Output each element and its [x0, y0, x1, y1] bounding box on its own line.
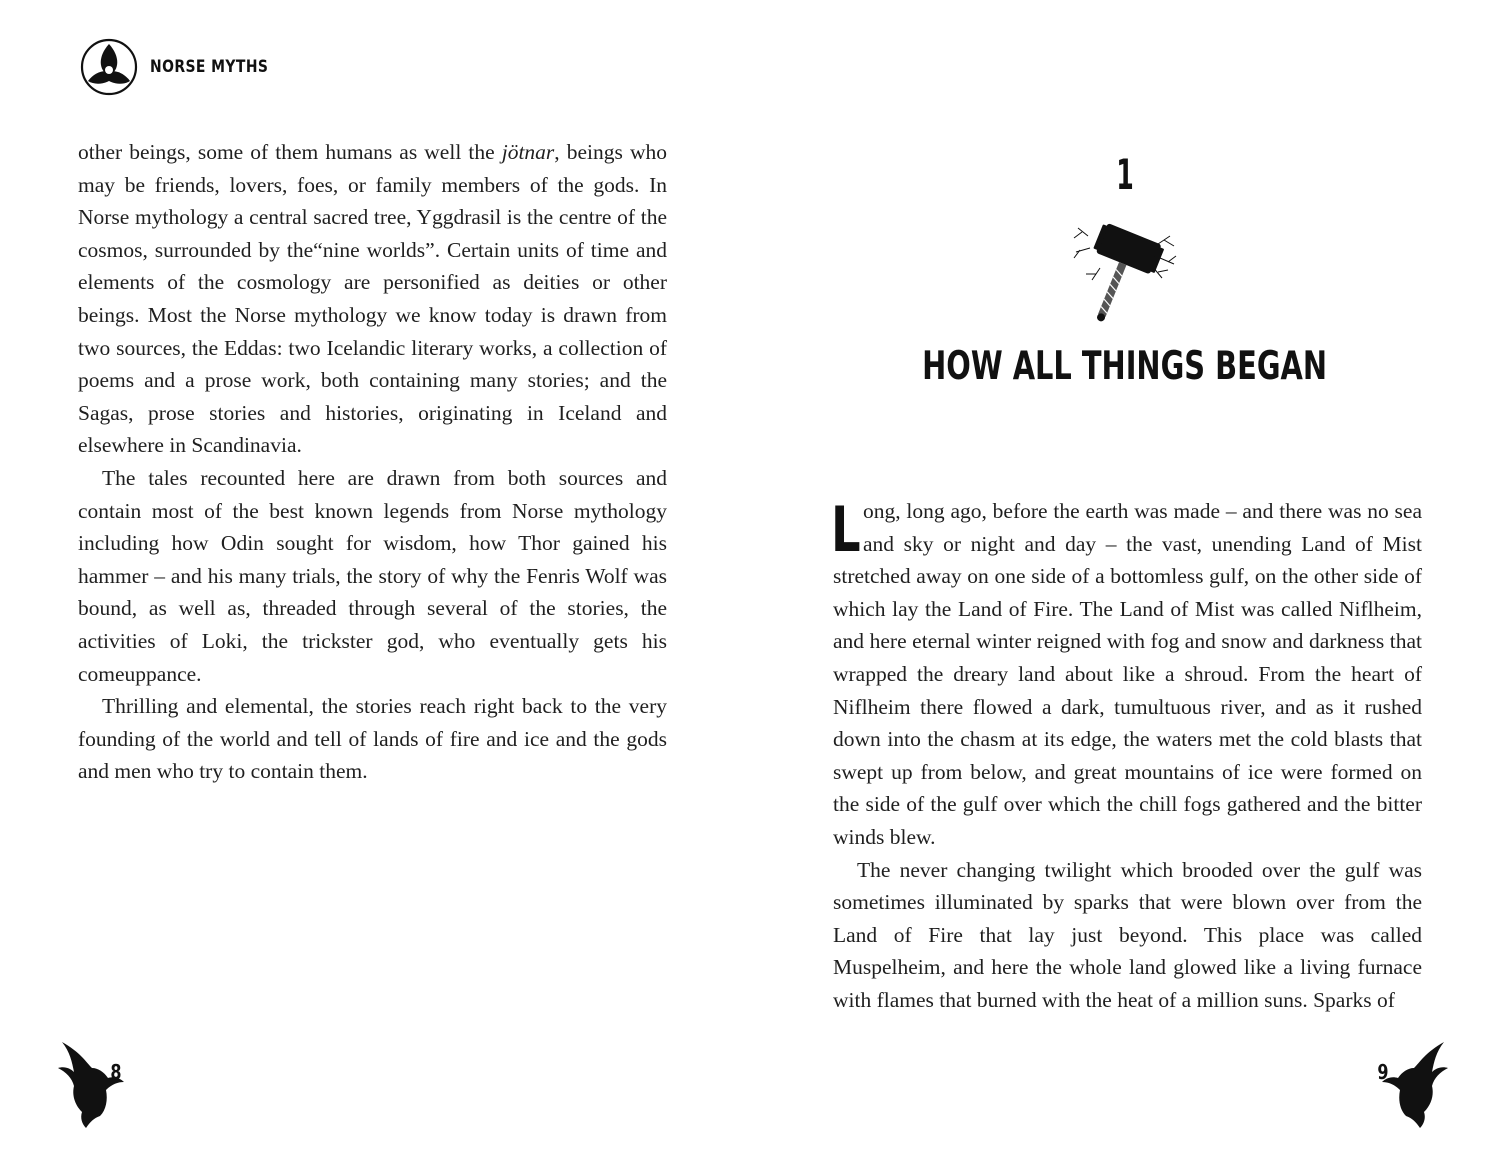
drop-cap: L	[831, 493, 861, 566]
emphasis-jotnar: jötnar	[501, 140, 555, 164]
raven-icon	[1380, 1038, 1450, 1130]
chapter-title: HOW ALL THINGS BEGAN	[922, 344, 1328, 389]
paragraph: The tales recounted here are drawn from both sources and contain most of the best known legends from Norse mythology including how Odin sought for wisdom, how Thor gained his hammer – and his many trials, the story of why the Fenris Wolf was bound, as well as, threaded through several of the stories, the activities of Loki, the trickster god, who eventually gets his comeuppance.	[78, 465, 667, 686]
running-header	[78, 36, 294, 98]
page-number: 8	[110, 1060, 122, 1084]
paragraph: other beings, some of them humans as well the jötnar, beings who may be friends, lovers, foes, or family members of the gods. In Norse mythology a central sacred tree, Yggdrasil is the centre of the cosmos, surrounded by the“nine worlds”. Certain units of time and elements of the cosmology are personified as deities or other beings. Most the Norse mythology we know today is drawn from two sources, the Eddas: two Icelandic literary works, a collection of poems and a prose work, both containing many stories; and the Sagas, prose stories and histories, originating in Iceland and elsewhere in Scandinavia.	[78, 140, 667, 458]
left-body-text	[78, 136, 667, 788]
header-title: NORSE MYTHS	[150, 57, 269, 77]
hammer-icon	[1070, 208, 1180, 328]
paragraph: Thrilling and elemental, the stories reach right back to the very founding of the world and tell of lands of fire and ice and the gods and men who try to contain them.	[78, 694, 667, 784]
chapter-number: 1	[1116, 150, 1134, 199]
right-page	[750, 0, 1500, 1149]
right-body-text	[833, 495, 1422, 1017]
page-number: 9	[1377, 1060, 1389, 1084]
paragraph: Long, long ago, before the earth was made – and there was no sea and sky or night and day – the vast, unending Land of Mist stretched away on one side of a bottomless gulf, on the other side of which lay the Land of Fire. The Land of Mist was called Niflheim, and here eternal winter reigned with fog and snow and darkness that wrapped the dreary land about like a shroud. From the heart of Niflheim there flowed a dark, tumultuous river, and as it rushed down into the chasm at its edge, the waters met the cold blasts that swept up from below, and great mountains of ice were formed on the side of the gulf over which the chill fogs gathered and the bitter winds blew.	[831, 493, 1422, 849]
raven-icon	[56, 1038, 126, 1130]
triquetra-icon	[78, 36, 140, 98]
paragraph: The never changing twilight which brooded over the gulf was sometimes illuminated by sparks that were blown over from the Land of Fire that lay just beyond. This place was called Muspelheim, and here the whole land glowed like a living furnace with flames that burned with the heat of a million suns. Sparks of	[833, 857, 1422, 1012]
